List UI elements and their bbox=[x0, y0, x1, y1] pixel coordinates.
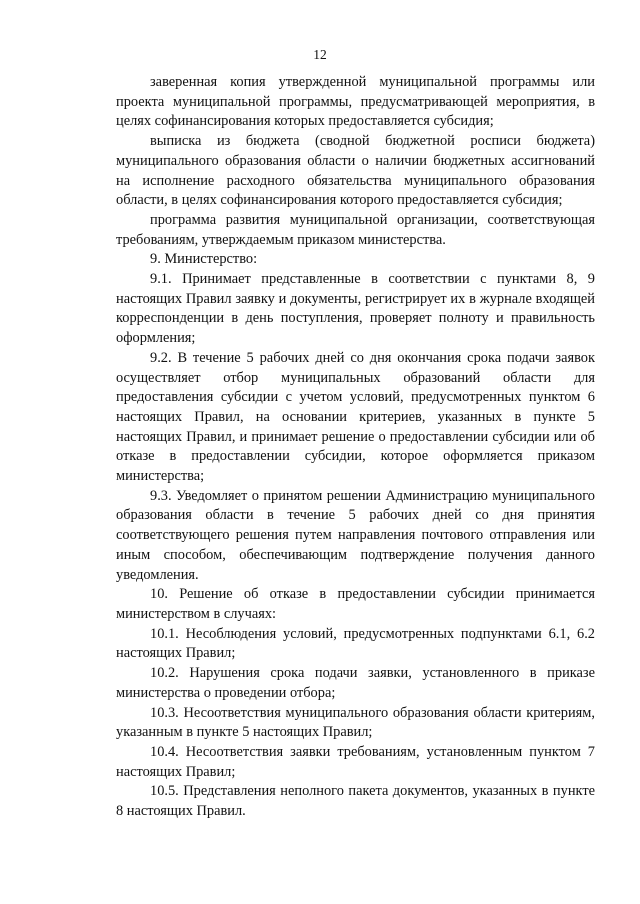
paragraph-10-1: 10.1. Несоблюдения условий, предусмотренных подпунктами 6.1, 6.2 настоящих Правил; bbox=[116, 625, 595, 662]
paragraph-development-program: программа развития муниципальной организации, соответствующая требованиям, утверждаемым приказом министерства. bbox=[116, 211, 595, 248]
paragraph-9-3: 9.3. Уведомляет о принятом решении Администрацию муниципального образования области в течение 5 рабочих дней со дня принятия соответствующего решения путем направления почтового отправления или иным способом, обеспечивающим подтверждение получения данного уведомления. bbox=[116, 487, 595, 583]
paragraph-10-2: 10.2. Нарушения срока подачи заявки, установленного в приказе министерства о проведении отбора; bbox=[116, 665, 595, 701]
paragraph-10-5: 10.5. Представления неполного пакета документов, указанных в пункте 8 настоящих Правил. bbox=[116, 783, 595, 820]
paragraph-9-1: 9.1. Принимает представленные в соответствии с пунктами 8, 9 настоящих Правил заявку и документы, регистрирует их в журнале входящей корреспонденции в день поступления, проверяет полноту и правильность оформления; bbox=[116, 271, 595, 347]
document-body bbox=[116, 73, 595, 822]
paragraph-10-3: 10.3. Несоответствия муниципального образования области критериям, указанным в пункте 5 настоящих Правил; bbox=[116, 704, 595, 741]
paragraph-9-ministry: 9. Министерство: bbox=[150, 251, 258, 268]
paragraph-budget-extract: выписка из бюджета (сводной бюджетной росписи бюджета) муниципального образования области о наличии бюджетных ассигнований на исполнение расходного обязательства муниципального образования области, в целях софинансирования которого предоставляется субсидия; bbox=[116, 133, 595, 209]
paragraph-9-2: 9.2. В течение 5 рабочих дней со дня окончания срока подачи заявок осуществляет отбор муниципальных образований области для предоставления субсидии с учетом условий, предусмотренных пунктом 6 настоящих Правил, на основании критериев, указанных в пункте 5 настоящих Правил, и принимает решение о предоставлении субсидии или об отказе в предоставлении субсидии, которое оформляется приказом министерства; bbox=[116, 349, 595, 485]
paragraph-10-4: 10.4. Несоответствия заявки требованиям, установленным пунктом 7 настоящих Правил; bbox=[116, 743, 595, 780]
paragraph-certified-copy: заверенная копия утвержденной муниципальной программы или проекта муниципальной программы, предусматривающей мероприятия, в целях софинансирования которых предоставляется субсидия; bbox=[116, 74, 595, 130]
page-number: 12 bbox=[313, 47, 327, 62]
paragraph-10: 10. Решение об отказе в предоставлении субсидии принимается министерством в случаях: bbox=[116, 586, 595, 622]
